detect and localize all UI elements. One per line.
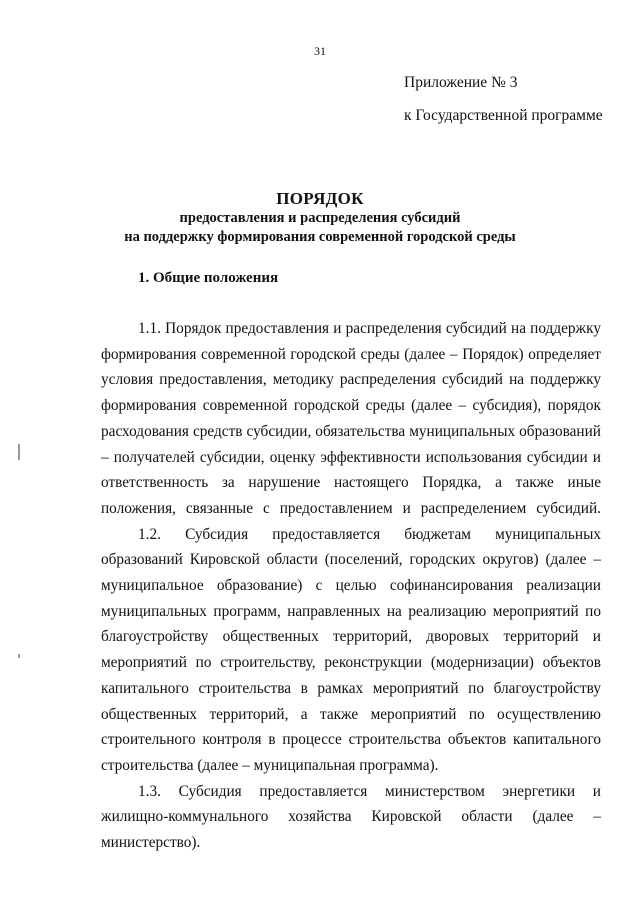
document-subtitle-line-1: предоставления и распределения субсидий: [179, 210, 461, 226]
paragraph-1-3: 1.3. Субсидия предоставляется министерством энергетики и жилищно-коммунального хозяйства Кировской области (далее – министерство).: [101, 782, 601, 852]
scan-margin-mark: [18, 654, 20, 658]
section-heading: 1. Общие положения: [138, 270, 279, 286]
document-subtitle-line-2: на поддержку формирования современной городской среды: [124, 229, 516, 245]
appendix-label: Приложение № 3: [404, 74, 518, 91]
section-body: [101, 316, 601, 856]
paragraph-1-2: 1.2. Субсидия предоставляется бюджетам муниципальных образований Кировской области (поселений, городских округов) (далее – муниципальное образование) с целью софинансирования реализации муниципальных программ, направленных на реализацию мероприятий по благоустройству общественных территорий, дворовых территорий и мероприятий по строительству, реконструкции (модернизации) объектов капитального строительства в рамках мероприятий по благоустройству общественных территорий, а также мероприятий по осуществлению строительного контроля в процессе строительства объектов капитального строительства (далее – муниципальная программа).: [101, 525, 601, 774]
paragraph-1-1: 1.1. Порядок предоставления и распределения субсидий на поддержку формирования современной городской среды (далее – Порядок) определяет условия предоставления, методику распределения субсидий на поддержку формирования современной городской среды (далее – субсидия), порядок расходования средств субсидии, обязательства муниципальных образований – получателей субсидии, оценку эффективности использования субсидии и ответственность за нарушение настоящего Порядка, а также иные положения, связанные с предоставлением и распределением субсидий.: [101, 320, 601, 517]
scan-margin-mark: [18, 444, 20, 460]
document-title: ПОРЯДОК: [276, 189, 364, 208]
page-number: 31: [314, 44, 326, 58]
appendix-reference: к Государственной программе: [404, 107, 603, 124]
